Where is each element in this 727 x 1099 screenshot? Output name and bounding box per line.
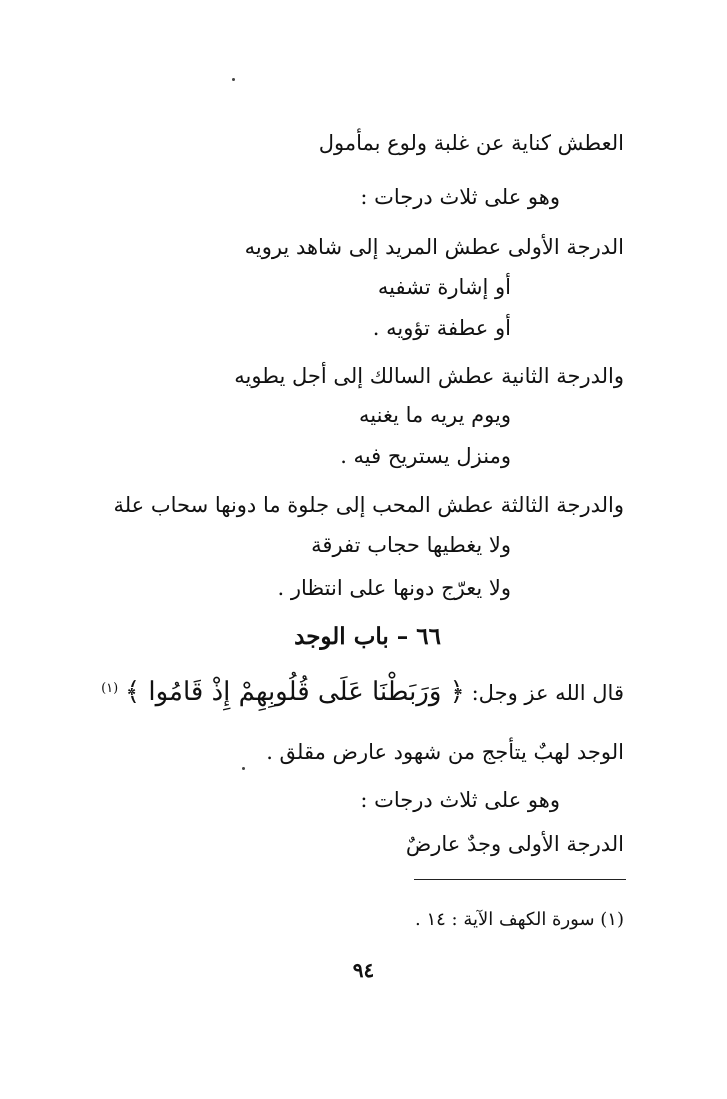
verse-intro: قال الله عز وجل: — [471, 681, 624, 705]
page-number: ٩٤ — [352, 958, 375, 982]
text-line: والدرجة الثانية عطش السالك إلى أجل يطويه — [234, 364, 624, 388]
text-line: ومنزل يستريح فيه . — [340, 444, 511, 468]
verse-line — [101, 674, 624, 708]
text-line: وهو على ثلاث درجات : — [360, 185, 560, 209]
chapter-heading: ٦٦ – باب الوجد — [294, 623, 441, 650]
verse-quote: ﴿ وَرَبَطْنَا عَلَى قُلُوبِهِمْ إِذْ قَامُوا ﴾ — [124, 677, 465, 707]
text-line: والدرجة الثالثة عطش المحب إلى جلوة ما دونها سحاب علة — [113, 493, 624, 517]
text-line: الدرجة الأولى وجدٌ عارضٌ — [405, 832, 624, 856]
text-line: وهو على ثلاث درجات : — [360, 788, 560, 812]
text-line: ولا يغطيها حجاب تفرقة — [311, 533, 511, 557]
text-line: الدرجة الأولى عطش المريد إلى شاهد يرويه — [244, 235, 624, 259]
text-line: أو عطفة تؤويه . — [372, 316, 511, 340]
text-line: العطش كناية عن غلبة ولوع بمأمول — [318, 131, 624, 155]
footnote-divider — [414, 879, 626, 880]
scan-speck — [242, 767, 245, 770]
text-line: الوجد لهبٌ يتأجج من شهود عارض مقلق . — [266, 740, 624, 764]
footnote-marker: (١) — [101, 681, 119, 696]
footnote: (١) سورة الكهف الآية : ١٤ . — [415, 909, 624, 930]
scan-speck — [232, 78, 235, 81]
text-line: أو إشارة تشفيه — [377, 275, 511, 299]
text-line: ويوم يريه ما يغنيه — [359, 403, 511, 427]
text-line: ولا يعرّج دونها على انتظار . — [277, 576, 511, 600]
